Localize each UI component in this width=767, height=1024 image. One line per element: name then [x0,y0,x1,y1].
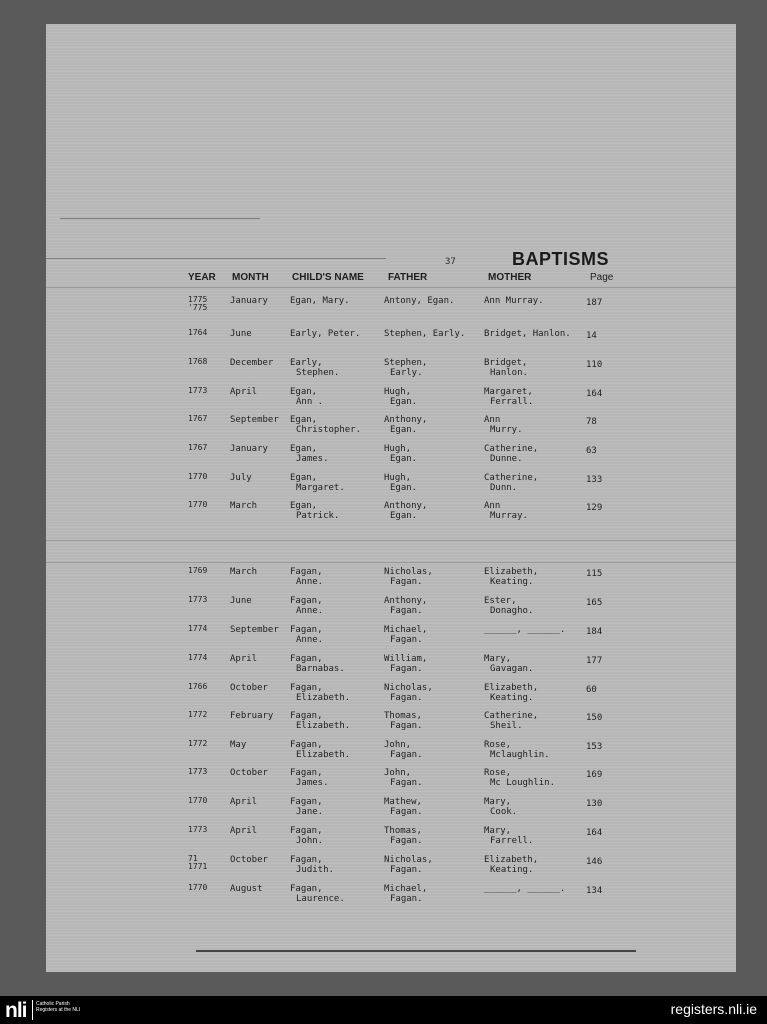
page-title: BAPTISMS [512,249,610,269]
record-child-surname: Fagan, [290,884,323,894]
record-child-surname: Egan, Mary. [290,296,350,306]
record-father-surname: Egan. [390,483,418,493]
record-child-forename: Christopher. [296,425,362,435]
record-child-forename: Margaret. [296,483,345,493]
record-child-surname: Fagan, [290,797,323,807]
record-month: August [230,884,263,894]
record-father-surname: Fagan. [390,807,423,817]
record-mother-surname: Ferrall. [490,397,534,407]
record-father-surname: Egan. [390,511,418,521]
record-father-surname: Early. [390,368,423,378]
record-mother-surname: Murray. [490,511,528,521]
logo-divider [32,1000,33,1020]
record-father-surname: Fagan. [390,836,423,846]
record-page: 133 [586,475,603,485]
record-mother-forename: Bridget, Hanlon. [484,329,571,339]
record-child-surname: Early, Peter. [290,329,361,339]
record-mother-forename: ______, ______. [484,884,566,894]
record-page: 78 [586,417,597,427]
record-page: 169 [586,770,603,780]
record-year: 1764 [188,328,208,337]
record-father-forename: Thomas, [384,826,422,836]
record-page: 134 [586,886,603,896]
record-row [0,654,767,682]
record-month: April [230,654,258,664]
record-year: 1767 [188,414,208,423]
record-year: 1773 [188,825,208,834]
record-page: 184 [586,627,603,637]
record-father-forename: Nicholas, [384,683,433,693]
viewer-footer [0,996,767,1024]
record-year: 71 1771 [188,854,208,871]
record-mother-surname: Dunn. [490,483,518,493]
record-father-surname: Fagan. [390,606,423,616]
record-year: 1772 [188,739,208,748]
record-father-surname: Fagan. [390,664,423,674]
page-number: 37 [445,257,456,267]
column-header-child: CHILD'S NAME [292,272,364,283]
record-father-surname: Fagan. [390,635,423,645]
column-header-month: MONTH [232,272,269,283]
record-mother-surname: Mclaughlin. [490,750,550,760]
record-month: July [230,473,252,483]
record-page: 153 [586,742,603,752]
record-mother-surname: Murry. [490,425,523,435]
record-father-surname: Fagan. [390,778,423,788]
record-page: 146 [586,857,603,867]
column-header-father: FATHER [388,272,428,283]
record-year: 1773 [188,595,208,604]
record-row [0,473,767,501]
record-row [0,625,767,653]
site-link[interactable]: registers.nli.ie [670,1001,757,1017]
scan-line [46,540,736,541]
record-page: 60 [586,685,597,695]
record-mother-surname: Dunne. [490,454,523,464]
record-month: September [230,415,279,425]
record-row [0,740,767,768]
record-month: October [230,683,268,693]
record-month: May [230,740,247,750]
record-father-surname: Fagan. [390,721,423,731]
record-father-surname: Egan. [390,454,418,464]
record-child-surname: Egan, [290,473,318,483]
record-child-forename: Stephen. [296,368,340,378]
record-child-forename: James. [296,778,329,788]
record-father-forename: John, [384,768,412,778]
record-page: 150 [586,713,603,723]
record-child-surname: Fagan, [290,567,323,577]
record-row [0,296,767,324]
record-mother-forename: Margaret, [484,387,533,397]
record-page: 164 [586,828,603,838]
record-mother-forename: Catherine, [484,444,539,454]
record-father-forename: Mathew, [384,797,422,807]
record-row [0,329,767,357]
record-father-forename: Nicholas, [384,567,433,577]
record-father-forename: Michael, [384,884,428,894]
column-header-page: Page [590,272,614,283]
record-father-forename: Anthony, [384,596,428,606]
record-mother-forename: Ester, [484,596,517,606]
record-father-forename: Hugh, [384,473,412,483]
record-child-forename: Elizabeth. [296,693,351,703]
record-mother-forename: Mary, [484,826,512,836]
record-row [0,826,767,854]
record-page: 115 [586,569,603,579]
record-father-forename: Stephen, Early. [384,329,466,339]
record-month: April [230,387,258,397]
record-month: February [230,711,274,721]
record-year: 1770 [188,472,208,481]
record-child-forename: Anne. [296,577,324,587]
record-child-forename: Jane. [296,807,324,817]
record-mother-forename: Ann [484,415,501,425]
record-year: 1768 [188,357,208,366]
record-year: 1773 [188,386,208,395]
record-mother-forename: Elizabeth, [484,683,539,693]
record-father-forename: Anthony, [384,415,428,425]
record-father-surname: Egan. [390,397,418,407]
record-mother-surname: Keating. [490,693,534,703]
record-page: 165 [586,598,603,608]
record-child-surname: Fagan, [290,625,323,635]
record-child-forename: Ann . [296,397,324,407]
bottom-rule [196,950,636,952]
record-child-forename: Anne. [296,635,324,645]
record-child-forename: Anne. [296,606,324,616]
record-child-surname: Fagan, [290,740,323,750]
record-page: 164 [586,389,603,399]
record-mother-surname: Donagho. [490,606,534,616]
record-child-forename: Laurence. [296,894,345,904]
record-row [0,768,767,796]
record-page: 130 [586,799,603,809]
scan-line [46,562,736,563]
record-year: 1773 [188,767,208,776]
record-child-surname: Fagan, [290,855,323,865]
record-mother-forename: Ann Murray. [484,296,544,306]
record-month: October [230,855,268,865]
record-year: 1770 [188,883,208,892]
record-mother-forename: Elizabeth, [484,567,539,577]
column-header-year: YEAR [188,272,216,283]
record-year: 1770 [188,796,208,805]
record-mother-forename: Catherine, [484,711,539,721]
record-child-forename: Barnabas. [296,664,345,674]
record-row [0,567,767,595]
record-father-surname: Fagan. [390,750,423,760]
record-mother-forename: Elizabeth, [484,855,539,865]
record-month: October [230,768,268,778]
record-month: December [230,358,274,368]
record-father-surname: Fagan. [390,577,423,587]
record-father-surname: Fagan. [390,894,423,904]
record-father-forename: Michael, [384,625,428,635]
record-page: 63 [586,446,597,456]
record-mother-surname: Keating. [490,865,534,875]
record-year: 1766 [188,682,208,691]
record-mother-surname: Sheil. [490,721,523,731]
record-child-surname: Fagan, [290,596,323,606]
record-child-surname: Fagan, [290,826,323,836]
record-father-forename: Stephen, [384,358,428,368]
record-month: January [230,444,268,454]
column-header-mother: MOTHER [488,272,532,283]
record-mother-surname: Cook. [490,807,518,817]
record-month: March [230,567,258,577]
record-month: June [230,596,252,606]
record-child-forename: Elizabeth. [296,721,351,731]
record-father-forename: John, [384,740,412,750]
record-child-surname: Egan, [290,501,318,511]
record-child-surname: Fagan, [290,768,323,778]
record-row [0,501,767,529]
record-child-surname: Fagan, [290,711,323,721]
record-row [0,444,767,472]
record-year: 1774 [188,653,208,662]
record-row [0,596,767,624]
record-year: 1767 [188,443,208,452]
record-year: 1769 [188,566,208,575]
record-child-forename: Elizabeth. [296,750,351,760]
record-father-forename: Antony, Egan. [384,296,455,306]
record-year: 1775 '775 [188,295,208,312]
record-page: 187 [586,298,603,308]
record-child-surname: Egan, [290,444,318,454]
record-child-surname: Fagan, [290,654,323,664]
record-mother-surname: Hanlon. [490,368,528,378]
record-row [0,855,767,883]
record-row [0,358,767,386]
record-mother-forename: Catherine, [484,473,539,483]
record-father-forename: Hugh, [384,444,412,454]
record-child-surname: Egan, [290,387,318,397]
record-month: September [230,625,279,635]
record-row [0,711,767,739]
scan-line [60,218,260,219]
record-year: 1772 [188,710,208,719]
record-row [0,387,767,415]
record-mother-surname: Mc Loughlin. [490,778,556,788]
record-father-surname: Fagan. [390,693,423,703]
record-mother-surname: Keating. [490,577,534,587]
record-mother-forename: Rose, [484,740,512,750]
record-row [0,683,767,711]
record-month: April [230,826,258,836]
record-month: April [230,797,258,807]
record-page: 177 [586,656,603,666]
record-child-forename: James. [296,454,329,464]
record-row [0,884,767,912]
logo-caption: Catholic Parish Registers at the NLI [36,1001,81,1013]
record-mother-forename: Mary, [484,797,512,807]
record-child-forename: John. [296,836,324,846]
record-child-forename: Judith. [296,865,334,875]
record-mother-forename: ______, ______. [484,625,566,635]
record-month: January [230,296,268,306]
scan-line [46,258,386,259]
record-mother-surname: Gavagan. [490,664,534,674]
record-father-forename: Anthony, [384,501,428,511]
record-month: June [230,329,252,339]
scan-line [46,287,736,288]
record-month: March [230,501,258,511]
record-father-forename: Thomas, [384,711,422,721]
record-year: 1770 [188,500,208,509]
record-mother-surname: Farrell. [490,836,534,846]
record-page: 14 [586,331,597,341]
record-father-forename: Nicholas, [384,855,433,865]
record-mother-forename: Ann [484,501,501,511]
record-year: 1774 [188,624,208,633]
record-father-surname: Egan. [390,425,418,435]
record-child-surname: Early, [290,358,323,368]
record-father-forename: William, [384,654,428,664]
record-father-surname: Fagan. [390,865,423,875]
nli-logo[interactable]: nli [5,999,27,1022]
record-child-surname: Egan, [290,415,318,425]
record-child-surname: Fagan, [290,683,323,693]
record-row [0,797,767,825]
record-page: 129 [586,503,603,513]
record-row [0,415,767,443]
record-mother-forename: Mary, [484,654,512,664]
record-father-forename: Hugh, [384,387,412,397]
record-mother-forename: Rose, [484,768,512,778]
record-mother-forename: Bridget, [484,358,528,368]
record-child-forename: Patrick. [296,511,340,521]
record-page: 110 [586,360,603,370]
